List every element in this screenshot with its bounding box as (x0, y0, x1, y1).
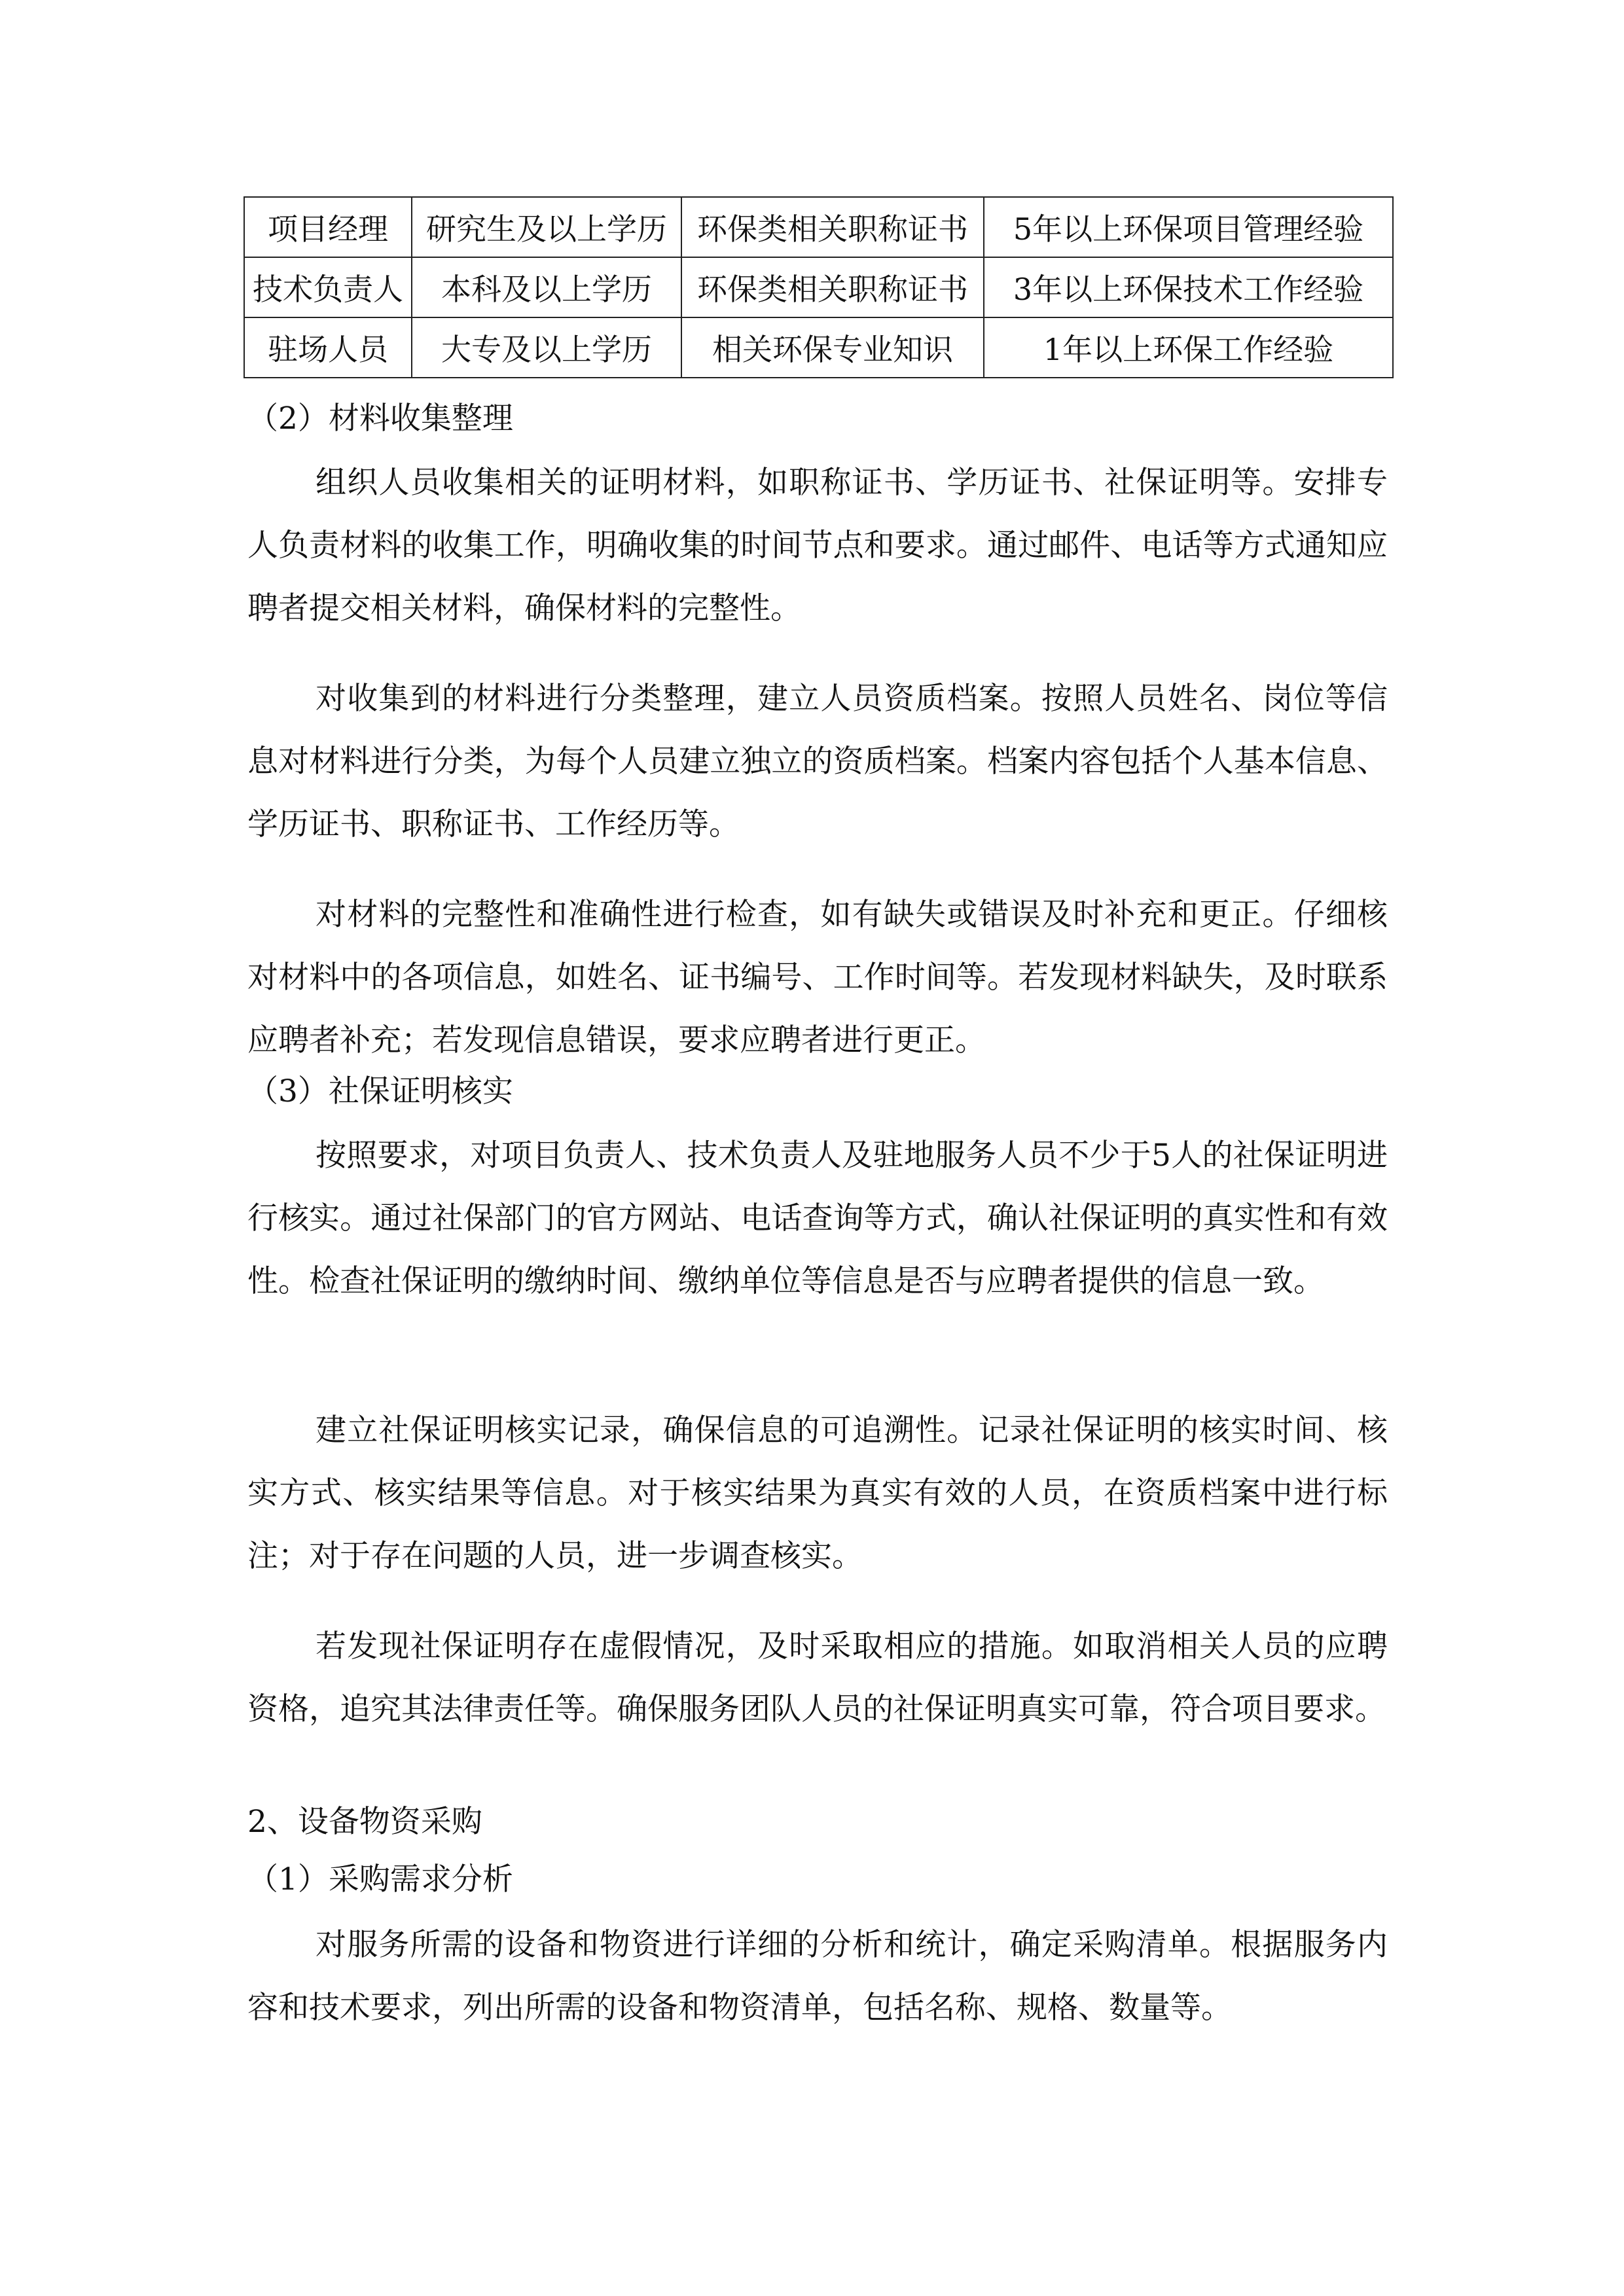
table-cell-certificate: 环保类相关职称证书 (681, 197, 984, 257)
table-cell-experience: 5年以上环保项目管理经验 (984, 197, 1393, 257)
paragraph: 对收集到的材料进行分类整理，建立人员资质档案。按照人员姓名、岗位等信息对材料进行分类，为每个人员建立独立的资质档案。档案内容包括个人基本信息、学历证书、职称证书、工作经历等。 (247, 681, 1388, 842)
paragraph: 若发现社保证明存在虚假情况，及时采取相应的措施。如取消相关人员的应聘资格，追究其法律责任等。确保服务团队人员的社保证明真实可靠，符合项目要求。 (247, 1628, 1388, 1727)
table-cell-experience: 1年以上环保工作经验 (984, 317, 1393, 378)
section-heading-material-collection: （2）材料收集整理 (247, 401, 513, 437)
paragraph: 对服务所需的设备和物资进行详细的分析和统计，确定采购清单。根据服务内容和技术要求，列出所需的设备和物资清单，包括名称、规格、数量等。 (247, 1927, 1388, 2026)
table-row (244, 197, 1393, 257)
paragraph: 对材料的完整性和准确性进行检查，如有缺失或错误及时补充和更正。仔细核对材料中的各项信息，如姓名、证书编号、工作时间等。若发现材料缺失，及时联系应聘者补充；若发现信息错误，要求应聘者进行更正。 (247, 897, 1388, 1058)
table-cell-education: 本科及以上学历 (412, 257, 681, 317)
section-heading-social-security: （3）社保证明核实 (247, 1073, 513, 1109)
section-heading-equipment-procurement: 2、设备物资采购 (247, 1804, 482, 1840)
paragraph: 组织人员收集相关的证明材料，如职称证书、学历证书、社保证明等。安排专人负责材料的收集工作，明确收集的时间节点和要求。通过邮件、电话等方式通知应聘者提交相关材料，确保材料的完整性。 (247, 465, 1388, 626)
table-cell-certificate: 环保类相关职称证书 (681, 257, 984, 317)
table-cell-position: 技术负责人 (244, 257, 412, 317)
table-cell-experience: 3年以上环保技术工作经验 (984, 257, 1393, 317)
qualification-table (244, 196, 1394, 378)
table-cell-education: 研究生及以上学历 (412, 197, 681, 257)
paragraph: 建立社保证明核实记录，确保信息的可追溯性。记录社保证明的核实时间、核实方式、核实结果等信息。对于核实结果为真实有效的人员，在资质档案中进行标注；对于存在问题的人员，进一步调查核实。 (247, 1412, 1388, 1574)
table-row (244, 257, 1393, 317)
section-heading-demand-analysis: （1）采购需求分析 (247, 1861, 513, 1897)
table-cell-position: 项目经理 (244, 197, 412, 257)
table-cell-education: 大专及以上学历 (412, 317, 681, 378)
table-row (244, 317, 1393, 378)
table-cell-certificate: 相关环保专业知识 (681, 317, 984, 378)
table-cell-position: 驻场人员 (244, 317, 412, 378)
paragraph: 按照要求，对项目负责人、技术负责人及驻地服务人员不少于5人的社保证明进行核实。通过社保部门的官方网站、电话查询等方式，确认社保证明的真实性和有效性。检查社保证明的缴纳时间、缴纳单位等信息是否与应聘者提供的信息一致。 (247, 1138, 1388, 1299)
